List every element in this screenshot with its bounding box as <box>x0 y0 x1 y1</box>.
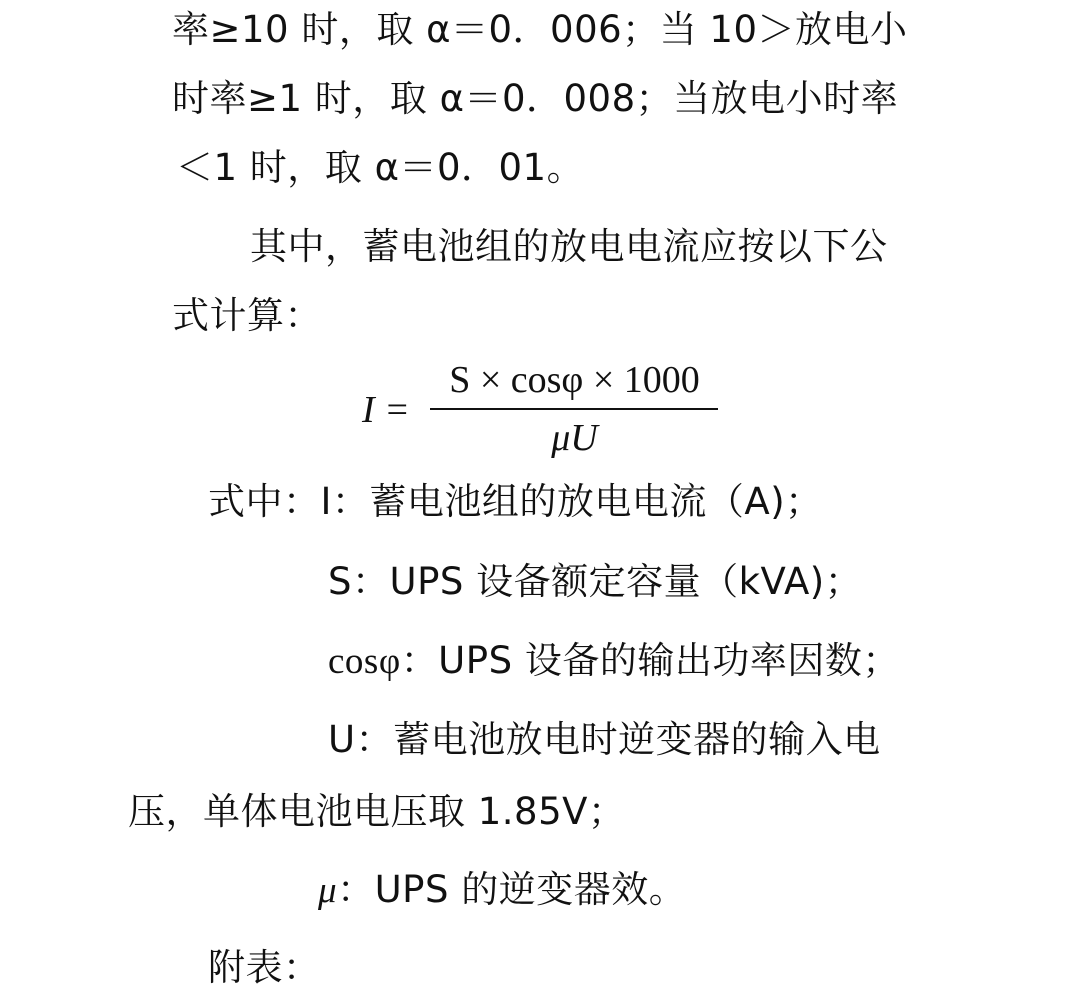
paragraph-line-1: 其中，蓄电池组的放电电流应按以下公 <box>250 225 888 268</box>
text-line-1: 率≥10 时，取 α＝0．006；当 10＞放电小 <box>172 8 908 51</box>
formula-numerator: S × cosφ × 1000 <box>449 359 700 401</box>
appendix-label: 附表： <box>208 946 321 989</box>
current-formula <box>362 352 722 462</box>
formula-lhs: I = <box>362 389 410 431</box>
mu-symbol: μ <box>318 870 338 911</box>
definition-s: S：UPS 设备额定容量（kVA)； <box>328 560 863 603</box>
definition-u-line1: U：蓄电池放电时逆变器的输入电 <box>328 718 881 761</box>
definition-line-cos <box>328 637 900 686</box>
text-line-3: ＜1 时，取 α＝0．01。 <box>176 146 585 189</box>
definition-u-line2: 压，单体电池电压取 1.85V； <box>128 790 626 833</box>
definition-i: I：蓄电池组的放电电流（A)； <box>320 480 823 523</box>
definition-mu: ：UPS 的逆变器效。 <box>337 868 687 911</box>
paragraph-line-2: 式计算： <box>172 294 322 337</box>
definition-line-i <box>208 478 823 526</box>
definition-line-mu <box>318 866 686 915</box>
definition-cos: ：UPS 设备的输出功率因数； <box>400 639 900 682</box>
cos-phi-symbol: cosφ <box>328 641 401 682</box>
definition-intro: 式中： <box>208 480 321 523</box>
fraction-bar <box>430 408 718 410</box>
formula-denominator: μU <box>551 417 598 459</box>
text-line-2: 时率≥1 时，取 α＝0．008；当放电小时率 <box>172 77 899 120</box>
